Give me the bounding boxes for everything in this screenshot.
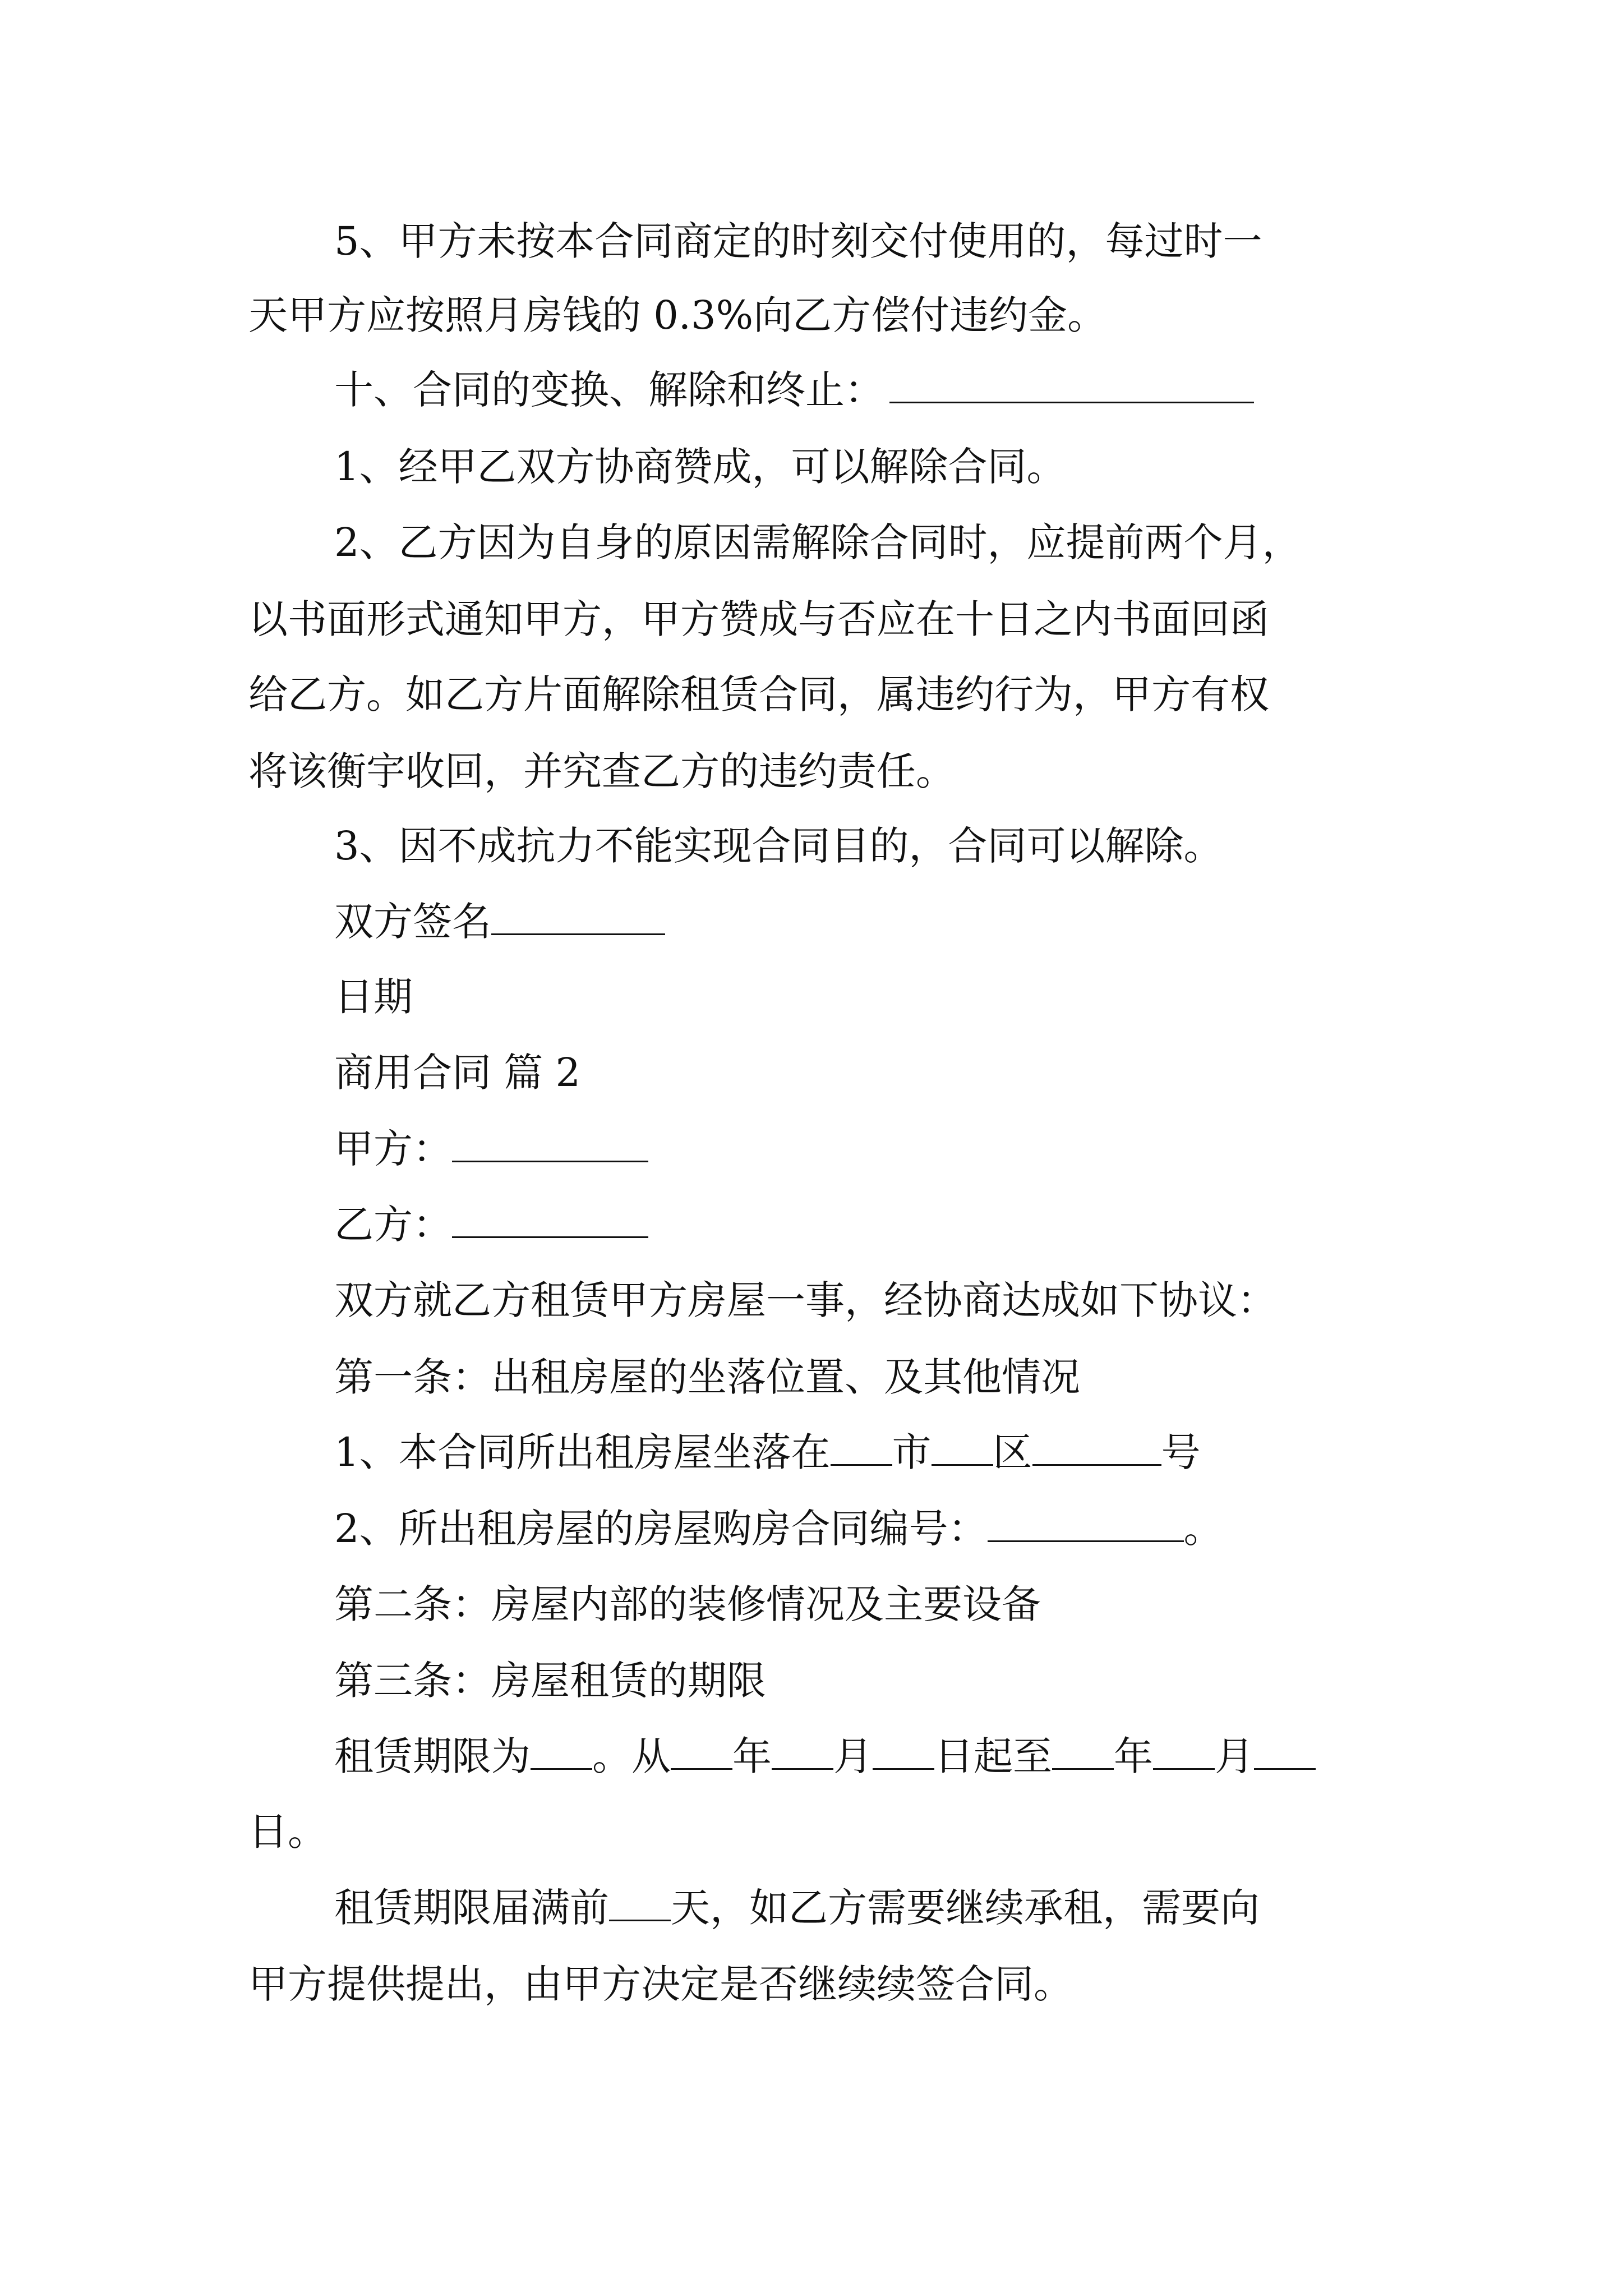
fill-in-blank xyxy=(1032,1425,1161,1466)
fill-in-blank xyxy=(1153,1729,1215,1770)
line-text: 年 xyxy=(1114,1733,1153,1779)
fill-in-blank xyxy=(988,1501,1184,1542)
paragraph-line xyxy=(248,287,1106,343)
line-text: 月 xyxy=(1215,1733,1254,1779)
fill-in-blank xyxy=(889,362,1254,403)
fill-in-blank xyxy=(491,894,665,935)
fill-in-blank xyxy=(671,1729,732,1770)
line-text: 日起至 xyxy=(934,1733,1052,1779)
fill-in-blank xyxy=(1254,1729,1316,1770)
line-text: 将该衡宇收回，并究查乙方的违约责任。 xyxy=(248,748,955,794)
line-text: 1、经甲乙双方协商赞成，可以解除合同。 xyxy=(334,444,1066,490)
line-text: 5、甲方未按本合同商定的时刻交付使用的，每过时一 xyxy=(334,218,1262,264)
line-text: 十、合同的变换、解除和终止： xyxy=(334,367,884,413)
fill-in-blank xyxy=(772,1729,833,1770)
paragraph-line xyxy=(334,1501,1223,1557)
line-text: 。 xyxy=(1183,1506,1223,1552)
line-text: 甲方： xyxy=(334,1126,452,1172)
line-text: 月 xyxy=(833,1733,873,1779)
article-heading xyxy=(334,1576,1041,1632)
paragraph-line xyxy=(248,743,955,799)
paragraph-line xyxy=(334,1880,1260,1936)
party-a-line xyxy=(334,1121,648,1177)
paragraph-line xyxy=(248,591,1269,647)
signature-line xyxy=(334,894,665,950)
line-text: 1、本合同所出租房屋坐落在 xyxy=(334,1429,831,1475)
paragraph-line xyxy=(248,666,1269,723)
line-text: 双方签名 xyxy=(334,899,491,945)
fill-in-blank xyxy=(452,1121,648,1162)
line-text: 甲方提供提出，由甲方决定是否继续续签合同。 xyxy=(248,1961,1073,2007)
fill-in-blank xyxy=(609,1880,671,1921)
line-text: 3、因不成抗力不能实现合同目的，合同可以解除。 xyxy=(334,823,1223,869)
paragraph-line xyxy=(334,439,1066,495)
line-text: 2、所出租房屋的房屋购房合同编号： xyxy=(334,1506,988,1552)
line-text: 租赁期限届满前 xyxy=(334,1885,609,1931)
line-text: 2、乙方因为自身的原因需解除合同时，应提前两个月， xyxy=(334,519,1302,565)
article-heading xyxy=(334,1349,1080,1405)
fill-in-blank xyxy=(1052,1729,1114,1770)
line-text: 天，如乙方需要继续承租，需要向 xyxy=(671,1885,1260,1931)
paragraph-line xyxy=(248,1956,1073,2012)
fill-in-blank xyxy=(873,1729,934,1770)
line-text: 。从 xyxy=(592,1733,671,1779)
paragraph-line xyxy=(334,1728,1316,1784)
paragraph-line xyxy=(334,514,1302,570)
paragraph-line xyxy=(334,1272,1276,1328)
line-text: 区 xyxy=(993,1429,1032,1475)
contract-title xyxy=(334,1045,580,1101)
line-text: 双方就乙方租赁甲方房屋一事，经协商达成如下协议： xyxy=(334,1277,1276,1323)
line-text: 号 xyxy=(1161,1429,1201,1475)
line-text: 租赁期限为 xyxy=(334,1733,531,1779)
paragraph-line xyxy=(334,818,1223,874)
line-text: 商用合同 篇 2 xyxy=(334,1050,581,1096)
fill-in-blank xyxy=(831,1425,892,1466)
line-text: 天甲方应按照月房钱的 0.3%向乙方偿付违约金。 xyxy=(248,292,1107,338)
line-text: 第二条：房屋内部的装修情况及主要设备 xyxy=(334,1581,1041,1627)
line-text: 以书面形式通知甲方，甲方赞成与否应在十日之内书面回函 xyxy=(248,596,1269,642)
paragraph-line xyxy=(334,1424,1201,1480)
line-text: 年 xyxy=(732,1733,772,1779)
line-text: 给乙方。如乙方片面解除租赁合同，属违约行为，甲方有权 xyxy=(248,671,1269,717)
party-b-line xyxy=(334,1197,648,1253)
line-text: 日期 xyxy=(334,974,413,1020)
fill-in-blank xyxy=(452,1197,648,1238)
paragraph-line xyxy=(334,213,1262,269)
article-heading xyxy=(334,1653,766,1709)
fill-in-blank xyxy=(531,1729,592,1770)
section-heading xyxy=(334,362,1254,418)
fill-in-blank xyxy=(932,1425,993,1466)
line-text: 第一条：出租房屋的坐落位置、及其他情况 xyxy=(334,1354,1080,1400)
line-text: 市 xyxy=(892,1429,932,1475)
line-text: 第三条：房屋租赁的期限 xyxy=(334,1658,766,1704)
line-text: 日。 xyxy=(248,1809,327,1855)
date-line xyxy=(334,969,413,1025)
paragraph-line xyxy=(248,1803,327,1860)
line-text: 乙方： xyxy=(334,1202,452,1248)
